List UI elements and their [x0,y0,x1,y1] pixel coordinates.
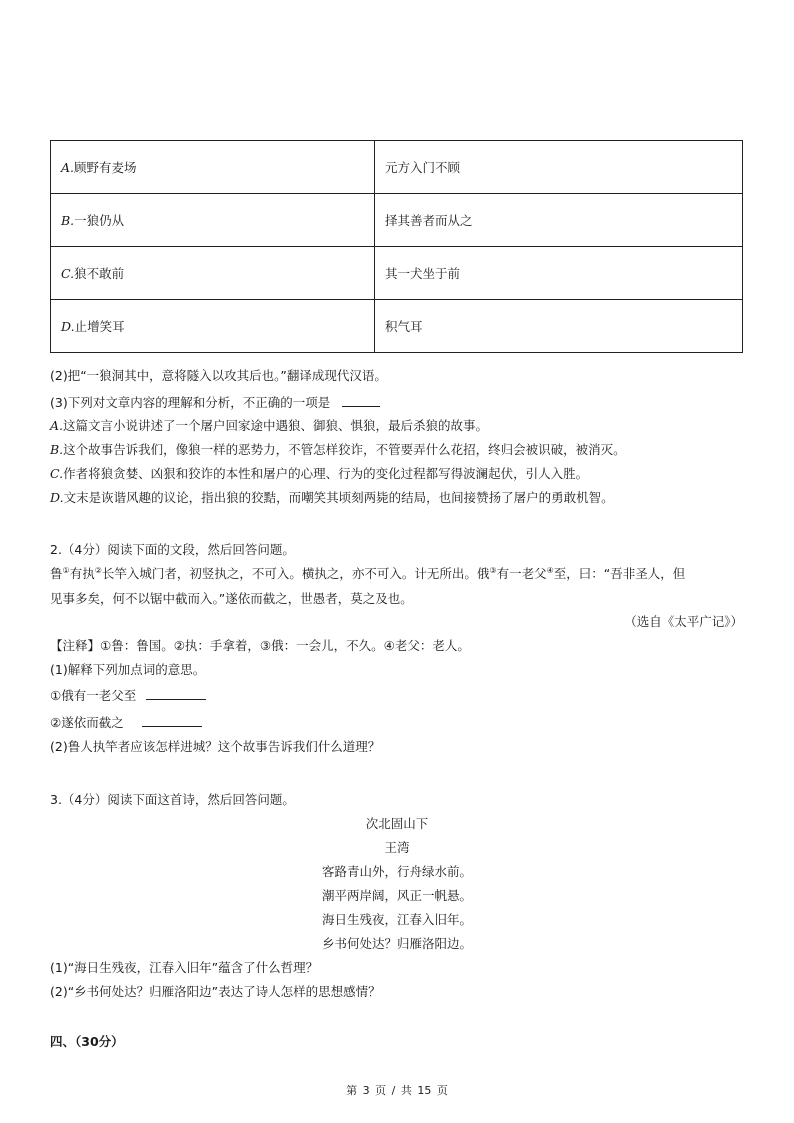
section-heading: 四、（30分） [50,1034,124,1049]
table-cell: 积气耳 [375,300,743,353]
q2-sub1: (1)解释下列加点词的意思。 [50,662,206,677]
item-text: ②遂依而截之 [50,715,124,730]
passage-text: 长竿入城门者，初竖执之，不可入。横执之，亦不可入。计无所出。俄 [101,566,490,581]
page-footer: 第 3 页 / 共 15 页 [346,1084,448,1097]
option-label: C. [61,266,75,281]
table-cell [51,300,375,353]
q1-sub3 [50,393,380,411]
q3-sub1: (1)“海日生残夜，江春入旧年”蕴含了什么哲理？ [50,960,319,975]
passage-text: 有一老父 [496,566,547,581]
answer-blank[interactable] [146,687,206,700]
option-label: A. [61,160,75,175]
passage-text: 有执 [69,566,95,581]
table-cell [51,194,375,247]
q1-option-b [50,440,626,458]
item-text: ①俄有一老父至 [50,688,137,703]
option-text: 一狼仍从 [74,213,125,228]
answer-blank[interactable] [342,394,380,407]
poem-title: 次北固山下 [365,816,429,831]
footnote-marker: ② [94,565,102,575]
poem-line: 潮平两岸阔，风正一帆悬。 [321,888,472,903]
options-table [50,140,743,353]
q3-header: 3.（4分）阅读下面这首诗，然后回答问题。 [50,792,295,807]
option-label: D. [61,319,75,334]
footnote-marker: ① [62,565,70,575]
option-label: A. [50,418,64,433]
option-text: 顾野有麦场 [74,160,137,175]
q2-item1 [50,686,206,704]
table-cell [51,141,375,194]
footnote-marker: ④ [546,565,554,575]
table-cell: 择其善者而从之 [375,194,743,247]
answer-blank[interactable] [142,714,202,727]
q2-passage-line1 [50,564,685,582]
table-row [51,247,743,300]
q2-header: 2.（4分）阅读下面的文段，然后回答问题。 [50,542,295,557]
poem-line: 海日生残夜，江春入旧年。 [321,912,472,927]
option-label: D. [50,490,64,505]
option-label: B. [50,442,64,457]
q2-passage-line2: 见事多矣，何不以锯中截而入。”遂依而截之，世愚者，莫之及也。 [50,591,413,606]
option-text: 作者将狼贪婪、凶狠和狡诈的本性和屠户的心理、行为的变化过程都写得波澜起伏，引人入胜。 [63,466,589,481]
option-text: 止增笑耳 [74,319,125,334]
q3-sub2: (2)“乡书何处达？归雁洛阳边”表达了诗人怎样的思想感情？ [50,984,381,999]
table-row [51,300,743,353]
table-cell: 元方入门不顾 [375,141,743,194]
footnote-marker: ③ [489,565,497,575]
option-text: 这个故事告诉我们，像狼一样的恶势力，不管怎样狡诈，不管要弄什么花招，终归会被识破，被消灭。 [63,442,626,457]
q2-item2 [50,713,202,731]
q1-option-a [50,416,488,434]
q2-sub2: (2)鲁人执竿者应该怎样进城？这个故事告诉我们什么道理？ [50,739,381,754]
table-row [51,194,743,247]
table-cell: 其一犬坐于前 [375,247,743,300]
option-label: C. [50,466,64,481]
q1-option-c [50,464,588,482]
option-label: B. [61,213,75,228]
option-text: 这篇文言小说讲述了一个屠户回家途中遇狼、御狼、惧狼，最后杀狼的故事。 [63,418,489,433]
poem-line: 客路青山外，行舟绿水前。 [321,864,472,879]
poem-line: 乡书何处达？归雁洛阳边。 [321,936,472,951]
q1-sub3-text: (3)下列对文章内容的理解和分析，不正确的一项是 [50,395,331,410]
q2-note: 【注释】①鲁：鲁国。②执：手拿着，③俄：一会儿，不久。④老父：老人。 [50,638,470,653]
table-cell [51,247,375,300]
q1-sub2: (2)把“一狼洞其中，意将隧入以攻其后也。”翻译成现代汉语。 [50,368,387,383]
poem-author: 王湾 [384,840,410,855]
option-text: 文末是诙谐风趣的议论，指出狼的狡黠，而嘲笑其顷刻两毙的结局，也间接赞扬了屠户的勇敢机智。 [63,490,614,505]
table-row [51,141,743,194]
option-text: 狼不敢前 [74,266,125,281]
q1-option-d [50,488,614,506]
passage-text: 至，曰：“吾非圣人，但 [553,566,686,581]
q2-source: （选自《太平广记》） [624,614,743,629]
passage-text: 鲁 [50,566,63,581]
